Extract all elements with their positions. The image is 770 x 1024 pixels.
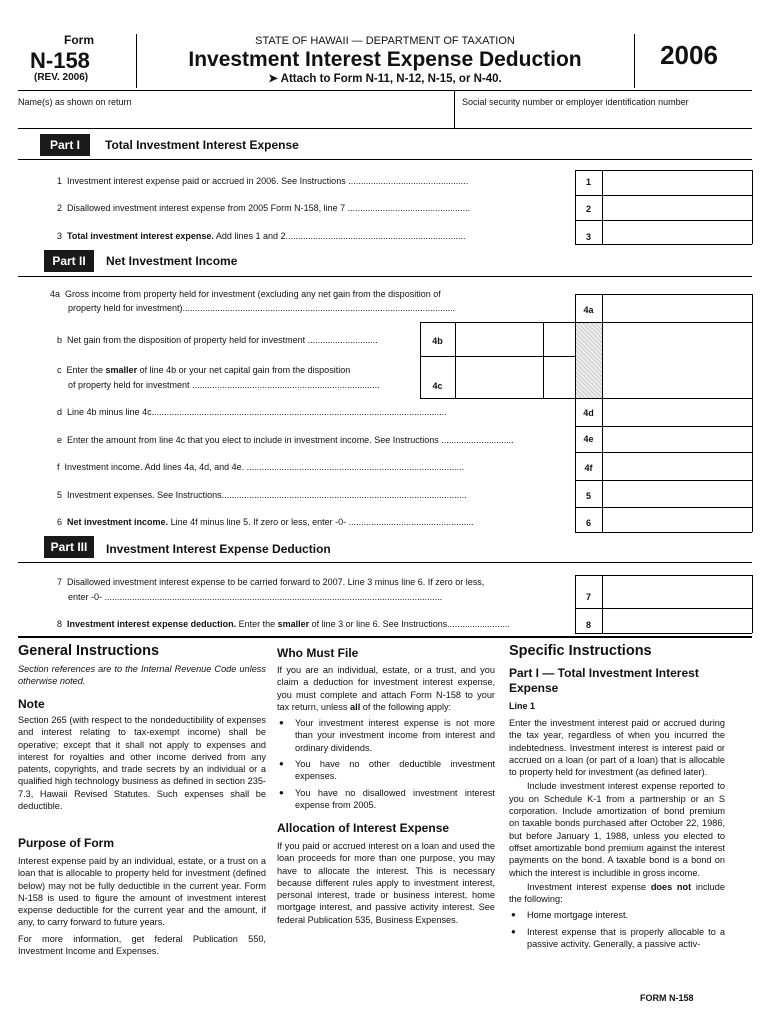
line-4e-num: e bbox=[57, 435, 63, 445]
line-8-amount[interactable] bbox=[603, 609, 752, 633]
attach-instruction: ➤ Attach to Form N-11, N-12, N-15, or N-40. bbox=[268, 73, 502, 85]
line-4c-amount[interactable] bbox=[456, 357, 543, 398]
who-intro-a: If you are an individual, estate, or a trust, and you claim a deduction for investment interest expense, you must complete and attach Form N-158 to your tax return, unless bbox=[277, 665, 495, 712]
line-8 bbox=[57, 618, 510, 631]
tax-year: 2006 bbox=[660, 40, 718, 70]
line-4e bbox=[57, 434, 514, 447]
line-2-box-label: 2 bbox=[585, 204, 591, 214]
line-4e-box-label: 4e bbox=[583, 434, 594, 444]
ssn-field[interactable] bbox=[455, 108, 752, 128]
line-4f bbox=[57, 461, 464, 474]
purpose-text bbox=[18, 855, 266, 959]
line-5-box-label: 5 bbox=[585, 491, 591, 501]
line-4a-cont: property held for investment)............................................................................................................. bbox=[68, 303, 456, 313]
line-4a-text1: Gross income from property held for investment (excluding any net gain from the disposition of bbox=[65, 289, 441, 299]
line-7-cont: enter -0- ....................................................................................................................................... bbox=[68, 592, 443, 602]
line1-para-1: Enter the investment interest paid or accrued during the tax year, regardless of when you incurred the indebtedness. Investment interest is interest paid or accrued on a loan (or part of a loan) that is allocable to property held for investment (as defined later). bbox=[509, 718, 725, 778]
line-4d-num: d bbox=[57, 407, 63, 417]
footer-form-name: FORM N-158 bbox=[640, 993, 694, 1003]
line-4b-text: Net gain from the disposition of property held for investment ............................ bbox=[67, 335, 378, 345]
line-7-amount[interactable] bbox=[603, 576, 752, 608]
note-title: Note bbox=[18, 697, 45, 711]
line1-para-3a: Investment interest expense bbox=[527, 881, 651, 892]
line-4f-amount[interactable] bbox=[603, 453, 752, 480]
line-1-amount[interactable] bbox=[603, 171, 752, 195]
ssn-label: Social security number or employer identification number bbox=[462, 97, 689, 107]
line-7 bbox=[57, 576, 484, 589]
line-4c-cont: of property held for investment ........................................................................... bbox=[68, 380, 380, 390]
specific-subtitle: Part I — Total Investment Interest Expense bbox=[509, 666, 699, 695]
line-4a-num: 4a bbox=[50, 289, 61, 299]
agency-name: STATE OF HAWAII — DEPARTMENT OF TAXATION bbox=[255, 35, 515, 47]
line-4a bbox=[50, 288, 441, 301]
shaded-area bbox=[576, 323, 602, 398]
line-4a-box-label: 4a bbox=[583, 305, 594, 315]
line-3-num: 3 bbox=[57, 231, 63, 241]
who-must-file-text bbox=[277, 664, 495, 813]
line-3-bold: Total investment interest expense. bbox=[67, 231, 214, 241]
line-4d-text: Line 4b minus line 4c...................................................................................................................... bbox=[67, 407, 447, 417]
line-4b-box-label: 4b bbox=[432, 336, 443, 346]
line-1 bbox=[57, 175, 468, 188]
line-8-num: 8 bbox=[57, 619, 63, 629]
line-4b-num: b bbox=[57, 335, 63, 345]
line-8-text-c: of line 3 or line 6. See Instructions......................... bbox=[309, 619, 510, 629]
line-4e-amount[interactable] bbox=[603, 427, 752, 452]
line-8-bold: Investment interest expense deduction. bbox=[67, 619, 237, 629]
line-6-bold: Net investment income. bbox=[67, 517, 169, 527]
who-bullet-2: ● You have no other deductible investment expenses. bbox=[277, 758, 495, 783]
who-intro-c: of the following apply: bbox=[360, 701, 452, 712]
line-2-num: 2 bbox=[57, 203, 63, 213]
allocation-title: Allocation of Interest Expense bbox=[277, 821, 450, 835]
line-1-box-label: 1 bbox=[585, 177, 591, 187]
line-1-instructions bbox=[509, 717, 725, 952]
line-4c-box-label: 4c bbox=[432, 381, 443, 391]
who-bullet-1: ● Your investment interest expense is not more than your investment income from interest and ordinary dividends. bbox=[277, 717, 495, 754]
part-1-title: Total Investment Interest Expense bbox=[105, 138, 299, 152]
line-5-num: 5 bbox=[57, 490, 63, 500]
who-bullet-3: ● You have no disallowed investment interest expense from 2005. bbox=[277, 787, 495, 812]
specific-instructions-title: Specific Instructions bbox=[509, 643, 652, 659]
part-3-title: Investment Interest Expense Deduction bbox=[106, 542, 331, 556]
line-1-text: Investment interest expense paid or accrued in 2006. See Instructions ................................................ bbox=[67, 176, 469, 186]
names-field[interactable] bbox=[18, 108, 454, 128]
who-must-file-title: Who Must File bbox=[277, 646, 359, 660]
line-2-text: Disallowed investment interest expense from 2005 Form N-158, line 7 ................................................. bbox=[67, 203, 471, 213]
line1-para-2: Include investment interest expense reported to you on Schedule K-1 from a partnership or an S corporation. Include amortization of bond premium on taxable bonds purchased after October 22, 1986, but before January 1, 1988, unless you elected to offset amortizable bond premium against the interest payments on the bond. A taxable bond is a bond on which the interest is includible in gross income. bbox=[509, 781, 725, 878]
line-4a-amount[interactable] bbox=[603, 295, 752, 322]
who-intro-b: all bbox=[350, 701, 361, 712]
line-4b-amount[interactable] bbox=[456, 323, 543, 356]
line-4f-text: Investment income. Add lines 4a, 4d, and 4e. ....................................................................................... bbox=[64, 462, 465, 472]
line-2 bbox=[57, 202, 470, 215]
line-1-num: 1 bbox=[57, 176, 63, 186]
line-7-text1: Disallowed investment interest expense to be carried forward to 2007. Line 3 minus line 6. If zero or less, bbox=[67, 577, 485, 587]
line-3-text: Add lines 1 and 2........................................................................ bbox=[213, 231, 466, 241]
line-1-instructions-label: Line 1 bbox=[509, 701, 536, 711]
names-label: Name(s) as shown on return bbox=[18, 97, 132, 107]
line-8-text-a: Enter the bbox=[236, 619, 278, 629]
allocation-text: If you paid or accrued interest on a loan and used the loan proceeds for more than one purpose, you may have to allocate the interest. This is necessary because different rules apply to investment interest, personal interest, trade or business interest, home mortgage interest, and passive activity interest. See federal Publication 535, Business Expenses. bbox=[277, 841, 495, 925]
line-4f-num: f bbox=[57, 462, 60, 472]
excl-bullet-1: ● Home mortgage interest. bbox=[509, 909, 725, 921]
line1-para-3 bbox=[509, 881, 725, 906]
form-title: Investment Interest Expense Deduction bbox=[188, 48, 582, 71]
line-5-amount[interactable] bbox=[603, 481, 752, 507]
line-4f-box-label: 4f bbox=[584, 463, 593, 473]
part-3-tab: Part III bbox=[44, 536, 94, 558]
line-6 bbox=[57, 516, 474, 529]
purpose-para-2: For more information, get federal Publication 550, Investment Income and Expenses. bbox=[18, 933, 266, 957]
general-instructions-title: General Instructions bbox=[18, 643, 160, 659]
line-6-box-label: 6 bbox=[585, 518, 591, 528]
line-4c bbox=[57, 364, 350, 377]
line1-para-3c: include the following: bbox=[509, 881, 726, 905]
line-5 bbox=[57, 489, 467, 502]
form-number: N-158 bbox=[30, 48, 90, 73]
part-1-tab: Part I bbox=[40, 134, 90, 156]
form-label: Form bbox=[64, 33, 94, 47]
line-8-text-b: smaller bbox=[277, 619, 310, 629]
line-4c-text1b: smaller bbox=[105, 365, 138, 375]
line-4d-box-label: 4d bbox=[583, 408, 594, 418]
line-4c-text1c: of line 4b or your net capital gain from the disposition bbox=[137, 365, 351, 375]
line-5-text: Investment expenses. See Instructions.................................................................................................. bbox=[67, 490, 467, 500]
line-4c-num: c bbox=[57, 365, 62, 375]
line-2-amount[interactable] bbox=[603, 196, 752, 220]
purpose-para-1: Interest expense paid by an individual, estate, or a trust on a loan that is allocable to property held for investment (defined below) may not be fully deductible in the current year. Form N-158 is used to figure the amount of investment interest expense deductible for the current year and the amount, if any, to carry forward to future years. bbox=[18, 856, 266, 928]
excl-bullet-2: ● Interest expense that is properly allocable to a passive activity. Generally, a passive activ- bbox=[509, 926, 725, 951]
general-intro: Section references are to the Internal Revenue Code unless otherwise noted. bbox=[18, 664, 266, 687]
line-4b bbox=[57, 334, 378, 347]
line-3 bbox=[57, 230, 466, 243]
line1-para-3b: does not bbox=[650, 881, 692, 892]
line-3-box-label: 3 bbox=[585, 232, 591, 242]
purpose-title: Purpose of Form bbox=[18, 836, 115, 850]
part-2-tab: Part II bbox=[44, 250, 94, 272]
form-revision: (REV. 2006) bbox=[34, 72, 89, 83]
line-7-num: 7 bbox=[57, 577, 63, 587]
note-text: Section 265 (with respect to the nondeductibility of expenses and interest relating to tax-exempt income) shall be operative; except that it shall not apply to expenses and interest for royalties and other income derived from any patents, copyrights, and trade secrets by an individual or a qualified high technology business as defined in section 235-7.3, Hawaii Revised Statutes. Such expenses shall be deductible. bbox=[18, 715, 266, 812]
line-6-text: Line 4f minus line 5. If zero or less, enter -0- .................................................. bbox=[168, 517, 474, 527]
line-6-num: 6 bbox=[57, 517, 63, 527]
line-6-amount[interactable] bbox=[603, 508, 752, 532]
line-8-box-label: 8 bbox=[585, 620, 591, 630]
part-2-title: Net Investment Income bbox=[106, 254, 238, 268]
line-4c-text1a: Enter the bbox=[66, 365, 106, 375]
line-4d bbox=[57, 406, 447, 419]
line-3-amount[interactable] bbox=[603, 221, 752, 244]
line-7-box-label: 7 bbox=[585, 592, 591, 602]
line-4d-amount[interactable] bbox=[603, 399, 752, 426]
who-intro bbox=[277, 664, 495, 713]
line-4e-text: Enter the amount from line 4c that you elect to include in investment income. See Instructions ............................. bbox=[67, 435, 514, 445]
